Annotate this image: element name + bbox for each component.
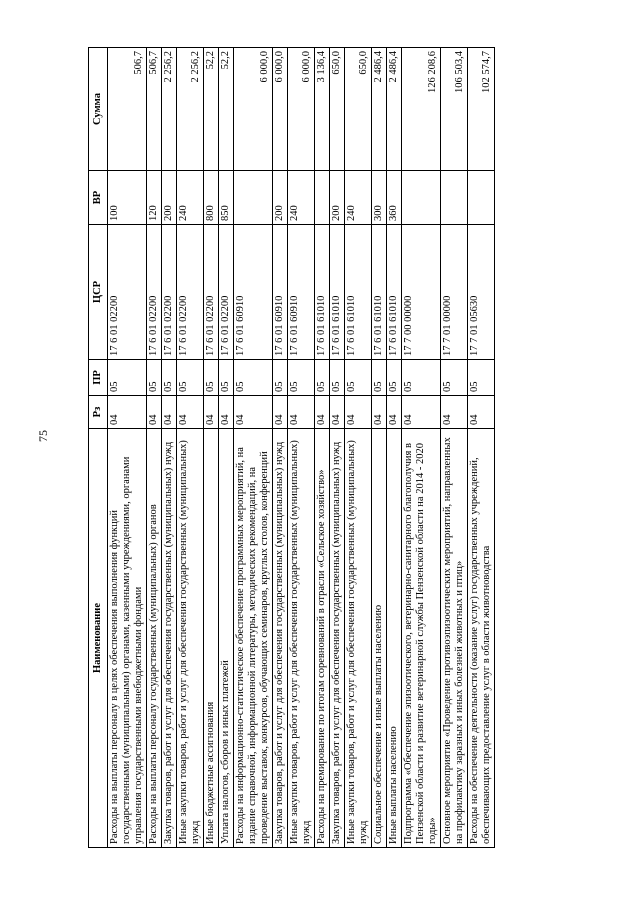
- cell-sum: 126 208,6: [402, 48, 441, 171]
- rotated-page-content: [88, 48, 566, 848]
- header-name: Наименование: [89, 429, 108, 848]
- header-pr: ПР: [89, 360, 108, 396]
- cell-vr: 240: [345, 171, 372, 225]
- cell-csr: 17 6 01 02200: [147, 225, 162, 360]
- table-row: [147, 48, 162, 848]
- cell-sum: 106 503,4: [441, 48, 468, 171]
- cell-vr: 240: [288, 171, 315, 225]
- header-csr: ЦСР: [89, 225, 108, 360]
- cell-pr: 05: [177, 360, 204, 396]
- table-row: [387, 48, 402, 848]
- cell-pr: 05: [204, 360, 219, 396]
- cell-vr: 850: [219, 171, 234, 225]
- cell-pr: 05: [441, 360, 468, 396]
- table-row: [468, 48, 495, 848]
- cell-vr: [402, 171, 441, 225]
- cell-name: Уплата налогов, сборов и иных платежей: [219, 429, 234, 848]
- table-row: [330, 48, 345, 848]
- cell-sum: 650,0: [330, 48, 345, 171]
- table-row: [402, 48, 441, 848]
- cell-rz: 04: [147, 396, 162, 429]
- cell-rz: 04: [108, 396, 147, 429]
- cell-csr: 17 7 00 00000: [402, 225, 441, 360]
- cell-csr: 17 6 01 61010: [387, 225, 402, 360]
- cell-rz: 04: [177, 396, 204, 429]
- cell-csr: 17 6 01 02200: [162, 225, 177, 360]
- header-vr: ВР: [89, 171, 108, 225]
- cell-sum: 2 486,4: [387, 48, 402, 171]
- cell-pr: 05: [162, 360, 177, 396]
- cell-sum: 2 256,2: [162, 48, 177, 171]
- cell-pr: 05: [345, 360, 372, 396]
- cell-rz: 04: [468, 396, 495, 429]
- cell-csr: 17 6 01 60910: [288, 225, 315, 360]
- page-number: 75: [36, 430, 50, 442]
- cell-name: Закупка товаров, работ и услуг для обеспечения государственных (муниципальных) нужд: [162, 429, 177, 848]
- table-row: [219, 48, 234, 848]
- cell-csr: 17 6 01 61010: [372, 225, 387, 360]
- table-row: [234, 48, 273, 848]
- cell-vr: 200: [330, 171, 345, 225]
- table-row: [108, 48, 147, 848]
- table-row: [162, 48, 177, 848]
- cell-rz: 04: [288, 396, 315, 429]
- cell-pr: 05: [234, 360, 273, 396]
- cell-rz: 04: [330, 396, 345, 429]
- cell-sum: 6 000,0: [288, 48, 315, 171]
- cell-name: Расходы на выплаты персоналу в целях обеспечения выполнения функций государственными (муниципальными) органами, казенными учреждениями, органами управления государственными внебюджетными фондами: [108, 429, 147, 848]
- cell-pr: 05: [402, 360, 441, 396]
- cell-name: Расходы на информационно-статистическое обеспечение программных мероприятий, на издание справочной, информационной литературы, методических рекомендаций, на проведение выставок, конкурсов, обучающих семинаров, круглых столов, конференций: [234, 429, 273, 848]
- cell-csr: 17 6 01 02200: [204, 225, 219, 360]
- table-row: [204, 48, 219, 848]
- header-row: [89, 48, 108, 848]
- cell-rz: 04: [402, 396, 441, 429]
- cell-rz: 04: [315, 396, 330, 429]
- cell-csr: 17 6 01 60910: [273, 225, 288, 360]
- cell-name: Закупка товаров, работ и услуг для обеспечения государственных (муниципальных) нужд: [330, 429, 345, 848]
- cell-vr: 120: [147, 171, 162, 225]
- cell-pr: 05: [219, 360, 234, 396]
- cell-vr: 200: [162, 171, 177, 225]
- cell-sum: 102 574,7: [468, 48, 495, 171]
- cell-pr: 05: [468, 360, 495, 396]
- cell-vr: [234, 171, 273, 225]
- table-row: [288, 48, 315, 848]
- cell-rz: 04: [234, 396, 273, 429]
- cell-rz: 04: [345, 396, 372, 429]
- cell-sum: 506,7: [147, 48, 162, 171]
- header-rz: Рз: [89, 396, 108, 429]
- cell-pr: 05: [288, 360, 315, 396]
- cell-pr: 05: [330, 360, 345, 396]
- cell-vr: 100: [108, 171, 147, 225]
- cell-rz: 04: [204, 396, 219, 429]
- table-body: [108, 48, 495, 848]
- cell-name: Расходы на выплаты персоналу государственных (муниципальных) органов: [147, 429, 162, 848]
- cell-sum: 2 256,2: [177, 48, 204, 171]
- header-sum: Сумма: [89, 48, 108, 171]
- cell-name: Основное мероприятие «Проведение противоэпизоотических мероприятий, направленных на профилактику заразных и иных болезней животных и птиц»: [441, 429, 468, 848]
- cell-sum: 52,2: [219, 48, 234, 171]
- cell-csr: 17 7 01 05630: [468, 225, 495, 360]
- cell-vr: [441, 171, 468, 225]
- cell-csr: 17 6 01 02200: [177, 225, 204, 360]
- cell-pr: 05: [315, 360, 330, 396]
- cell-name: Социальное обеспечение и иные выплаты населению: [372, 429, 387, 848]
- cell-rz: 04: [162, 396, 177, 429]
- cell-csr: 17 6 01 02200: [219, 225, 234, 360]
- cell-name: Расходы на премирование по итогам соревнований в отрасли «Сельское хозяйство»: [315, 429, 330, 848]
- cell-sum: 6 000,0: [273, 48, 288, 171]
- cell-vr: 200: [273, 171, 288, 225]
- cell-name: Иные закупки товаров, работ и услуг для обеспечения государственных (муниципальных) нужд: [345, 429, 372, 848]
- cell-name: Иные закупки товаров, работ и услуг для обеспечения государственных (муниципальных) нужд: [288, 429, 315, 848]
- cell-csr: 17 6 01 61010: [315, 225, 330, 360]
- cell-sum: 650,0: [345, 48, 372, 171]
- cell-vr: 360: [387, 171, 402, 225]
- cell-vr: 240: [177, 171, 204, 225]
- cell-csr: 17 6 01 02200: [108, 225, 147, 360]
- cell-csr: 17 7 01 00000: [441, 225, 468, 360]
- cell-pr: 05: [147, 360, 162, 396]
- cell-rz: 04: [372, 396, 387, 429]
- cell-sum: 6 000,0: [234, 48, 273, 171]
- cell-csr: 17 6 01 60910: [234, 225, 273, 360]
- cell-name: Расходы на обеспечение деятельности (оказание услуг) государственных учреждений, обеспечивающих предоставление услуг в области животноводства: [468, 429, 495, 848]
- cell-csr: 17 6 01 61010: [330, 225, 345, 360]
- cell-rz: 04: [273, 396, 288, 429]
- cell-rz: 04: [219, 396, 234, 429]
- cell-name: Закупка товаров, работ и услуг для обеспечения государственных (муниципальных) нужд: [273, 429, 288, 848]
- cell-sum: 52,2: [204, 48, 219, 171]
- cell-sum: 2 486,4: [372, 48, 387, 171]
- cell-rz: 04: [441, 396, 468, 429]
- table-row: [177, 48, 204, 848]
- cell-vr: 800: [204, 171, 219, 225]
- budget-table: [88, 47, 495, 848]
- cell-pr: 05: [108, 360, 147, 396]
- cell-pr: 05: [273, 360, 288, 396]
- cell-rz: 04: [387, 396, 402, 429]
- cell-vr: [468, 171, 495, 225]
- cell-sum: 3 136,4: [315, 48, 330, 171]
- table-row: [273, 48, 288, 848]
- table-row: [345, 48, 372, 848]
- cell-name: Подпрограмма «Обеспечение эпизоотического, ветеринарно-санитарного благополучия в Пензенской области и развитие ветеринарной службы Пензенской области на 2014 - 2020 годы»: [402, 429, 441, 848]
- cell-vr: 300: [372, 171, 387, 225]
- cell-vr: [315, 171, 330, 225]
- table-row: [315, 48, 330, 848]
- cell-pr: 05: [387, 360, 402, 396]
- cell-name: Иные закупки товаров, работ и услуг для обеспечения государственных (муниципальных) нужд: [177, 429, 204, 848]
- cell-sum: 506,7: [108, 48, 147, 171]
- cell-name: Иные выплаты населению: [387, 429, 402, 848]
- table-row: [441, 48, 468, 848]
- cell-name: Иные бюджетные ассигнования: [204, 429, 219, 848]
- cell-pr: 05: [372, 360, 387, 396]
- cell-csr: 17 6 01 61010: [345, 225, 372, 360]
- table-row: [372, 48, 387, 848]
